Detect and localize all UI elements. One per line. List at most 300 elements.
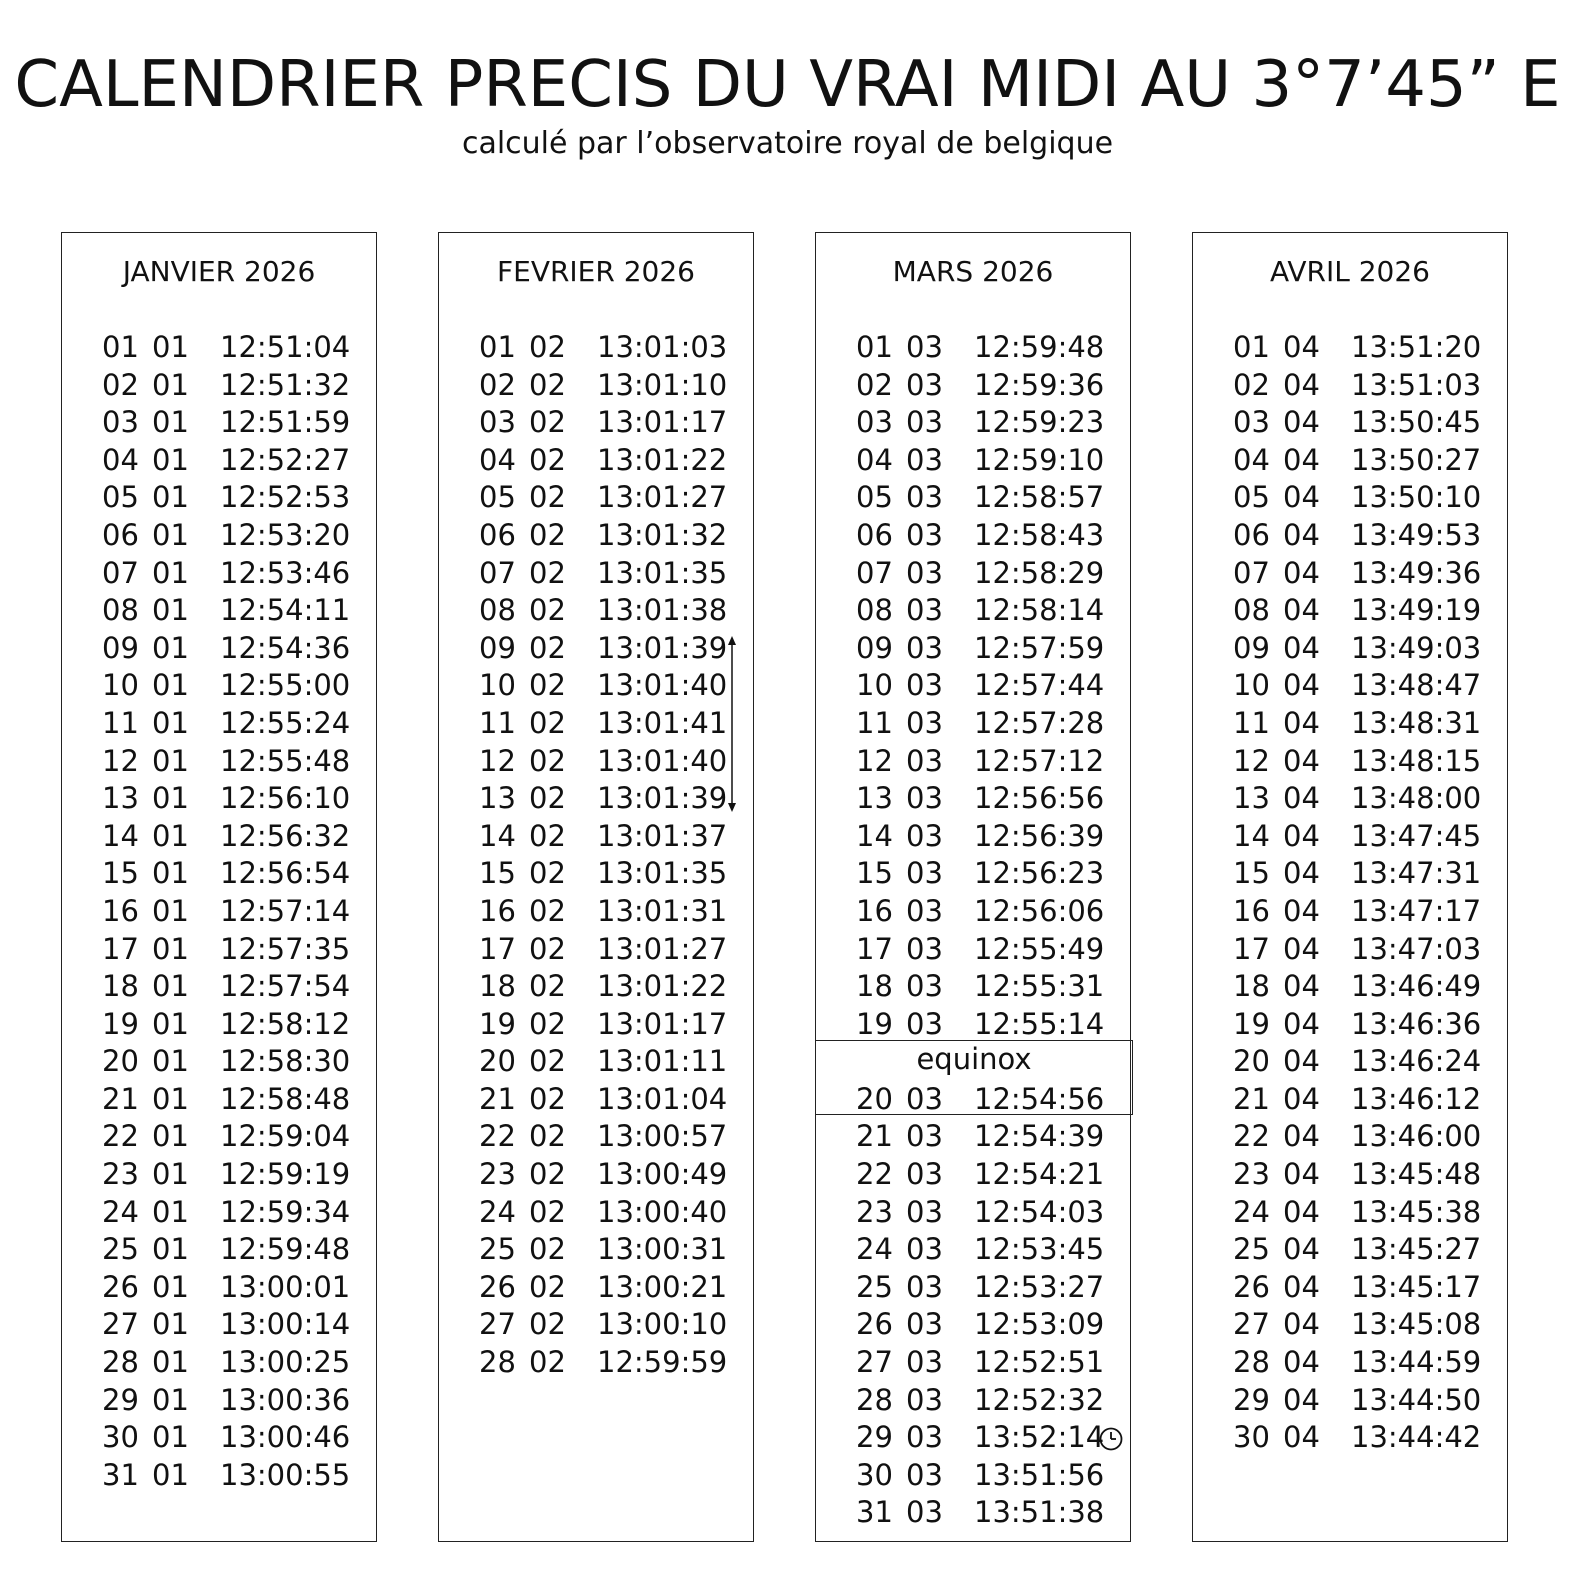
table-row [1193,818,1507,856]
day-cell: 05 [102,480,139,515]
month-cell: 01 [152,931,189,966]
day-cell: 23 [479,1157,516,1192]
table-row [439,780,753,818]
clock-icon [1098,1426,1124,1452]
time-cell: 13:51:03 [1351,367,1482,402]
table-row [439,855,753,893]
month-cell: 03 [906,517,943,552]
time-cell: 12:55:24 [220,705,351,740]
table-row [439,818,753,856]
table-row [439,931,753,969]
time-cell: 12:56:10 [220,781,351,816]
time-cell: 13:50:27 [1351,442,1482,477]
time-cell: 12:52:27 [220,442,351,477]
day-cell: 28 [1233,1345,1270,1380]
time-cell: 13:00:46 [220,1420,351,1455]
day-cell: 15 [102,856,139,891]
month-cell: 03 [906,1232,943,1267]
day-cell: 11 [102,705,139,740]
month-cell: 02 [529,705,566,740]
table-row [1193,1081,1507,1119]
time-cell: 13:51:56 [974,1457,1105,1492]
table-row [816,1494,1130,1532]
month-cell: 01 [152,856,189,891]
table-row [439,1081,753,1119]
time-cell: 12:58:43 [974,517,1105,552]
time-cell: 13:01:38 [597,593,728,628]
time-cell: 12:56:56 [974,781,1105,816]
time-cell: 12:59:19 [220,1157,351,1192]
time-cell: 12:59:36 [974,367,1105,402]
day-cell: 21 [102,1081,139,1116]
time-cell: 12:58:48 [220,1081,351,1116]
table-row [816,517,1130,555]
table-row [439,1231,753,1269]
day-cell: 19 [1233,1006,1270,1041]
table-row [1193,855,1507,893]
time-cell: 12:56:23 [974,856,1105,891]
month-cell: 01 [152,1269,189,1304]
day-cell: 13 [102,781,139,816]
day-cell: 10 [479,668,516,703]
day-cell: 21 [856,1119,893,1154]
time-cell: 13:49:53 [1351,517,1482,552]
month-cell: 04 [1283,480,1320,515]
time-cell: 12:54:56 [974,1081,1105,1116]
day-cell: 08 [479,593,516,628]
day-cell: 22 [856,1157,893,1192]
time-cell: 13:50:45 [1351,405,1482,440]
month-cell: 04 [1283,893,1320,928]
time-cell: 13:01:17 [597,405,728,440]
day-cell: 30 [102,1420,139,1455]
day-cell: 28 [479,1345,516,1380]
month-cell: 04 [1283,593,1320,628]
table-row [439,667,753,705]
day-cell: 09 [102,630,139,665]
time-cell: 12:57:54 [220,969,351,1004]
day-cell: 01 [1233,330,1270,364]
table-row [439,367,753,405]
day-cell: 27 [479,1307,516,1342]
day-cell: 25 [479,1232,516,1267]
day-cell: 08 [1233,593,1270,628]
time-cell: 12:59:59 [597,1345,728,1380]
day-cell: 04 [1233,442,1270,477]
month-cell: 04 [1283,818,1320,853]
month-cell: 01 [152,1157,189,1192]
time-cell: 12:52:32 [974,1382,1105,1417]
time-cell: 13:48:15 [1351,743,1482,778]
time-cell: 13:01:22 [597,969,728,1004]
table-row [816,1344,1130,1382]
month-cell: 04 [1283,856,1320,891]
month-cell: 01 [152,367,189,402]
table-row [816,1269,1130,1307]
month-cell: 04 [1283,931,1320,966]
time-cell: 13:46:24 [1351,1044,1482,1079]
time-cell: 13:01:27 [597,480,728,515]
time-cell: 12:55:00 [220,668,351,703]
day-cell: 05 [479,480,516,515]
day-cell: 06 [479,517,516,552]
day-cell: 01 [856,330,893,364]
month-cell: 02 [529,856,566,891]
day-cell: 12 [479,743,516,778]
day-cell: 09 [856,630,893,665]
table-row [1193,780,1507,818]
table-row [439,1269,753,1307]
table-row [439,329,753,367]
month-cell: 02 [529,1345,566,1380]
time-cell: 13:01:11 [597,1044,728,1079]
day-cell: 27 [1233,1307,1270,1342]
table-row [62,968,376,1006]
time-cell: 12:51:32 [220,367,351,402]
month-cell: 04 [1283,743,1320,778]
time-cell: 12:59:23 [974,405,1105,440]
table-row [62,1231,376,1269]
table-row [816,1156,1130,1194]
time-cell: 12:58:57 [974,480,1105,515]
month-cell: 02 [529,330,566,364]
time-cell: 12:59:48 [974,330,1105,364]
month-cell: 04 [1283,1307,1320,1342]
table-row [62,705,376,743]
time-cell: 13:47:31 [1351,856,1482,891]
day-cell: 11 [479,705,516,740]
table-row [62,1194,376,1232]
month-cell: 03 [906,1382,943,1417]
table-row [1193,555,1507,593]
day-cell: 09 [1233,630,1270,665]
day-cell: 03 [479,405,516,440]
month-cell: 03 [906,856,943,891]
month-cell: 01 [152,442,189,477]
page-title: CALENDRIER PRECIS DU VRAI MIDI AU 3°7’45” E [14,48,1561,122]
month-cell: 01 [152,743,189,778]
table-row [1193,1194,1507,1232]
month-cell: 04 [1283,330,1320,364]
time-cell: 13:47:03 [1351,931,1482,966]
month-rows [1193,329,1507,1457]
month-cell: 03 [906,1495,943,1530]
time-cell: 12:58:12 [220,1006,351,1041]
table-row [816,555,1130,593]
day-cell: 12 [102,743,139,778]
month-cell: 03 [906,593,943,628]
day-cell: 30 [856,1457,893,1492]
time-cell: 13:01:39 [597,781,728,816]
month-cell: 02 [529,1119,566,1154]
day-cell: 20 [1233,1044,1270,1079]
time-cell: 13:01:10 [597,367,728,402]
month-cell: 01 [152,1382,189,1417]
table-row [62,517,376,555]
table-row [439,592,753,630]
month-cell: 02 [529,668,566,703]
table-row [1193,367,1507,405]
day-cell: 02 [102,367,139,402]
day-cell: 12 [856,743,893,778]
table-row [439,1043,753,1081]
day-cell: 13 [856,781,893,816]
table-row [816,1306,1130,1344]
day-cell: 25 [1233,1232,1270,1267]
table-row [439,1006,753,1044]
month-cell: 03 [906,1269,943,1304]
day-cell: 31 [102,1457,139,1492]
day-cell: 02 [856,367,893,402]
day-cell: 16 [856,893,893,928]
day-cell: 23 [102,1157,139,1192]
month-cell: 02 [529,1044,566,1079]
table-row [1193,1382,1507,1420]
day-cell: 10 [1233,668,1270,703]
day-cell: 03 [1233,405,1270,440]
day-cell: 28 [856,1382,893,1417]
table-row [62,1344,376,1382]
day-cell: 07 [1233,555,1270,590]
time-cell: 13:01:40 [597,743,728,778]
table-row [1193,743,1507,781]
day-cell: 18 [479,969,516,1004]
table-row [62,818,376,856]
table-row [1193,592,1507,630]
day-cell: 10 [856,668,893,703]
month-cell: 04 [1283,1044,1320,1079]
time-cell: 13:45:08 [1351,1307,1482,1342]
month-cell: 03 [906,1119,943,1154]
day-cell: 21 [479,1081,516,1116]
table-row [62,931,376,969]
double-arrow-vertical-icon [725,636,739,812]
time-cell: 13:01:35 [597,555,728,590]
month-cell: 04 [1283,1194,1320,1229]
day-cell: 19 [479,1006,516,1041]
month-cell: 03 [906,705,943,740]
time-cell: 12:51:04 [220,330,351,364]
month-cell: 03 [906,1194,943,1229]
month-cell: 02 [529,1232,566,1267]
table-row [816,1231,1130,1269]
table-row [62,1156,376,1194]
day-cell: 24 [856,1232,893,1267]
table-row [439,1194,753,1232]
day-cell: 23 [1233,1157,1270,1192]
day-cell: 07 [479,555,516,590]
day-cell: 26 [1233,1269,1270,1304]
time-cell: 12:59:48 [220,1232,351,1267]
month-cell: 03 [906,367,943,402]
time-cell: 13:00:25 [220,1345,351,1380]
month-cell: 03 [906,1457,943,1492]
month-cell: 01 [152,330,189,364]
month-rows [62,329,376,1494]
time-cell: 13:48:31 [1351,705,1482,740]
table-row [62,780,376,818]
time-cell: 12:54:39 [974,1119,1105,1154]
table-row [1193,893,1507,931]
time-cell: 12:53:27 [974,1269,1105,1304]
table-row [62,1457,376,1495]
time-cell: 13:48:00 [1351,781,1482,816]
equinox-label: equinox [916,1042,1032,1077]
day-cell: 30 [1233,1420,1270,1455]
month-cell: 01 [152,517,189,552]
table-row [62,1382,376,1420]
month-cell: 04 [1283,1232,1320,1267]
table-row [816,404,1130,442]
month-panel-avril [1192,232,1508,1542]
table-row [62,329,376,367]
day-cell: 24 [1233,1194,1270,1229]
day-cell: 01 [102,330,139,364]
day-cell: 17 [479,931,516,966]
time-cell: 13:45:48 [1351,1157,1482,1192]
time-cell: 13:51:20 [1351,330,1482,364]
time-cell: 13:46:36 [1351,1006,1482,1041]
day-cell: 29 [102,1382,139,1417]
time-cell: 12:56:06 [974,893,1105,928]
time-cell: 13:49:19 [1351,593,1482,628]
table-row [816,367,1130,405]
table-row [1193,1156,1507,1194]
day-cell: 18 [856,969,893,1004]
table-row [62,667,376,705]
time-cell: 12:57:14 [220,893,351,928]
month-cell: 01 [152,1044,189,1079]
month-cell: 01 [152,893,189,928]
month-cell: 01 [152,1420,189,1455]
month-cell: 02 [529,517,566,552]
month-cell: 02 [529,931,566,966]
day-cell: 19 [102,1006,139,1041]
month-cell: 04 [1283,1269,1320,1304]
table-row [1193,479,1507,517]
month-cell: 01 [152,1006,189,1041]
table-row [816,479,1130,517]
time-cell: 13:00:14 [220,1307,351,1342]
table-row [62,1419,376,1457]
month-cell: 01 [152,1307,189,1342]
month-cell: 04 [1283,705,1320,740]
table-row [1193,705,1507,743]
table-row [62,367,376,405]
time-cell: 13:44:59 [1351,1345,1482,1380]
month-cell: 04 [1283,1345,1320,1380]
month-cell: 03 [906,1006,943,1041]
time-cell: 13:01:37 [597,818,728,853]
day-cell: 14 [856,818,893,853]
day-cell: 02 [1233,367,1270,402]
day-cell: 19 [856,1006,893,1041]
table-row [439,517,753,555]
time-cell: 12:53:09 [974,1307,1105,1342]
table-row [62,555,376,593]
table-row [816,818,1130,856]
time-cell: 13:49:03 [1351,630,1482,665]
time-cell: 12:59:04 [220,1119,351,1154]
day-cell: 13 [479,781,516,816]
table-row [816,1457,1130,1495]
day-cell: 17 [1233,931,1270,966]
time-cell: 12:55:49 [974,931,1105,966]
day-cell: 18 [1233,969,1270,1004]
table-row [62,404,376,442]
day-cell: 20 [479,1044,516,1079]
month-cell: 02 [529,555,566,590]
day-cell: 03 [102,405,139,440]
day-cell: 13 [1233,781,1270,816]
month-cell: 02 [529,893,566,928]
table-row [816,780,1130,818]
month-rows [439,329,753,1382]
month-cell: 03 [906,1307,943,1342]
month-cell: 02 [529,593,566,628]
time-cell: 13:00:55 [220,1457,351,1492]
time-cell: 13:49:36 [1351,555,1482,590]
table-row [439,893,753,931]
month-cell: 03 [906,405,943,440]
table-row [1193,442,1507,480]
table-row [439,479,753,517]
table-row [816,329,1130,367]
month-cell: 04 [1283,442,1320,477]
time-cell: 13:00:31 [597,1232,728,1267]
table-row [439,1344,753,1382]
day-cell: 20 [102,1044,139,1079]
day-cell: 07 [856,555,893,590]
month-cell: 03 [906,442,943,477]
time-cell: 13:00:57 [597,1119,728,1154]
month-cell: 03 [906,1157,943,1192]
time-cell: 12:58:30 [220,1044,351,1079]
month-cell: 04 [1283,1006,1320,1041]
time-cell: 13:00:21 [597,1269,728,1304]
table-row [1193,1118,1507,1156]
day-cell: 04 [856,442,893,477]
day-cell: 14 [1233,818,1270,853]
month-rows [816,329,1130,1532]
month-title: AVRIL 2026 [1270,255,1430,288]
time-cell: 13:01:17 [597,1006,728,1041]
month-title: FEVRIER 2026 [497,255,695,288]
month-cell: 04 [1283,630,1320,665]
day-cell: 22 [1233,1119,1270,1154]
time-cell: 12:55:48 [220,743,351,778]
month-cell: 04 [1283,517,1320,552]
time-cell: 12:58:14 [974,593,1105,628]
time-cell: 12:56:39 [974,818,1105,853]
day-cell: 31 [856,1495,893,1530]
time-cell: 12:51:59 [220,405,351,440]
table-row [816,855,1130,893]
time-cell: 12:54:11 [220,593,351,628]
table-row [816,743,1130,781]
table-row [816,1382,1130,1420]
table-row [1193,1006,1507,1044]
time-cell: 13:00:10 [597,1307,728,1342]
table-row [816,630,1130,668]
time-cell: 12:53:20 [220,517,351,552]
month-cell: 04 [1283,1420,1320,1455]
month-cell: 01 [152,781,189,816]
time-cell: 13:45:38 [1351,1194,1482,1229]
time-cell: 12:56:54 [220,856,351,891]
month-cell: 04 [1283,969,1320,1004]
day-cell: 16 [479,893,516,928]
